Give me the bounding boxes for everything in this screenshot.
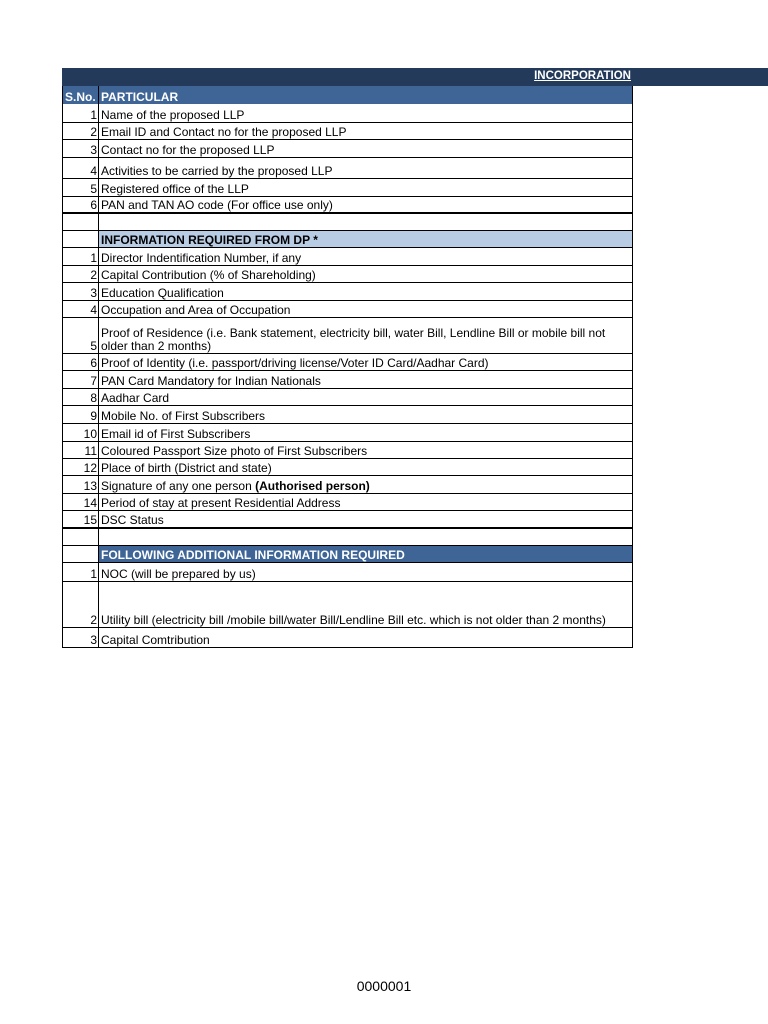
section2-row xyxy=(63,282,633,300)
row-particular: INFORMATION REQUIRED FROM DP * xyxy=(99,230,633,247)
row-number: 10 xyxy=(63,423,99,441)
row-particular: Proof of Residence (i.e. Bank statement, electricity bill, water Bill, Lendline Bill or mobile bill not older than 2 months) xyxy=(99,317,633,353)
section3-row xyxy=(63,627,633,647)
section2-row xyxy=(63,317,633,353)
row-particular: FOLLOWING ADDITIONAL INFORMATION REQUIRED xyxy=(99,545,633,562)
row-number xyxy=(63,528,99,545)
row-number: 1 xyxy=(63,247,99,265)
row-number xyxy=(63,545,99,562)
row-number: 14 xyxy=(63,493,99,510)
row-number: 6 xyxy=(63,196,99,213)
row-number: 3 xyxy=(63,627,99,647)
row-particular xyxy=(99,213,633,230)
row-particular: Director Indentification Number, if any xyxy=(99,247,633,265)
row-particular-bold: (Authorised person) xyxy=(255,478,370,493)
incorporation-table xyxy=(62,86,633,648)
row-particular: Place of birth (District and state) xyxy=(99,458,633,475)
section2-row xyxy=(63,441,633,458)
row-particular-text: Signature of any one person xyxy=(101,478,256,493)
section2-row xyxy=(63,247,633,265)
section1-row xyxy=(63,178,633,196)
sheet-title: INCORPORATION xyxy=(534,70,631,82)
row-number xyxy=(63,230,99,247)
sno-header: S.No. xyxy=(63,86,99,104)
row-particular: Occupation and Area of Occupation xyxy=(99,300,633,317)
row-number: 2 xyxy=(63,122,99,139)
row-particular: Aadhar Card xyxy=(99,388,633,405)
section1-row xyxy=(63,104,633,122)
row-number: 5 xyxy=(63,317,99,353)
section2-row xyxy=(63,510,633,528)
row-number: 4 xyxy=(63,300,99,317)
row-number: 12 xyxy=(63,458,99,475)
section3-row xyxy=(63,562,633,581)
section1-row xyxy=(63,196,633,213)
section2-row xyxy=(63,300,633,317)
row-particular xyxy=(99,528,633,545)
row-number: 13 xyxy=(63,475,99,493)
row-particular: NOC (will be prepared by us) xyxy=(99,562,633,581)
row-number: 3 xyxy=(63,139,99,157)
row-particular: Utility bill (electricity bill /mobile bill/water Bill/Lendline Bill etc. which is not older than 2 months) xyxy=(99,581,633,627)
section3-row xyxy=(63,581,633,627)
section2-row xyxy=(63,370,633,388)
row-particular: Period of stay at present Residential Address xyxy=(99,493,633,510)
row-number: 9 xyxy=(63,405,99,423)
section1-row xyxy=(63,157,633,178)
row-number: 1 xyxy=(63,562,99,581)
row-particular: Activities to be carried by the proposed LLP xyxy=(99,157,633,178)
blank-row xyxy=(63,528,633,545)
row-particular: Email ID and Contact no for the proposed LLP xyxy=(99,122,633,139)
row-number: 6 xyxy=(63,353,99,370)
section2-row xyxy=(63,388,633,405)
blank-row xyxy=(63,213,633,230)
row-particular: Contact no for the proposed LLP xyxy=(99,139,633,157)
row-particular: DSC Status xyxy=(99,510,633,528)
row-number: 3 xyxy=(63,282,99,300)
row-number: 11 xyxy=(63,441,99,458)
row-number: 15 xyxy=(63,510,99,528)
row-particular: Name of the proposed LLP xyxy=(99,104,633,122)
section2-row xyxy=(63,423,633,441)
row-particular: Capital Contribution (% of Shareholding) xyxy=(99,265,633,282)
row-number: 4 xyxy=(63,157,99,178)
section1-row xyxy=(63,139,633,157)
row-particular: Mobile No. of First Subscribers xyxy=(99,405,633,423)
page-footer-number: 0000001 xyxy=(356,978,412,994)
row-particular: Email id of First Subscribers xyxy=(99,423,633,441)
section2-row xyxy=(63,405,633,423)
section3-header xyxy=(63,545,633,562)
section1-row xyxy=(63,122,633,139)
row-particular: PAN and TAN AO code (For office use only) xyxy=(99,196,633,213)
row-particular: Registered office of the LLP xyxy=(99,178,633,196)
row-particular: Capital Comtribution xyxy=(99,627,633,647)
section2-row xyxy=(63,458,633,475)
row-number: 1 xyxy=(63,104,99,122)
row-number: 5 xyxy=(63,178,99,196)
row-particular: Education Qualification xyxy=(99,282,633,300)
row-number: 7 xyxy=(63,370,99,388)
row-number xyxy=(63,213,99,230)
table-header-row xyxy=(63,86,633,104)
row-particular xyxy=(99,475,633,493)
particular-header: PARTICULAR xyxy=(99,86,633,104)
section2-row xyxy=(63,353,633,370)
row-particular: Coloured Passport Size photo of First Subscribers xyxy=(99,441,633,458)
row-number: 8 xyxy=(63,388,99,405)
section2-row xyxy=(63,475,633,493)
row-particular: Proof of Identity (i.e. passport/driving license/Voter ID Card/Aadhar Card) xyxy=(99,353,633,370)
title-bar xyxy=(62,68,768,86)
section2-row xyxy=(63,493,633,510)
row-number: 2 xyxy=(63,581,99,627)
row-particular: PAN Card Mandatory for Indian Nationals xyxy=(99,370,633,388)
row-number: 2 xyxy=(63,265,99,282)
section2-header xyxy=(63,230,633,247)
section2-row xyxy=(63,265,633,282)
